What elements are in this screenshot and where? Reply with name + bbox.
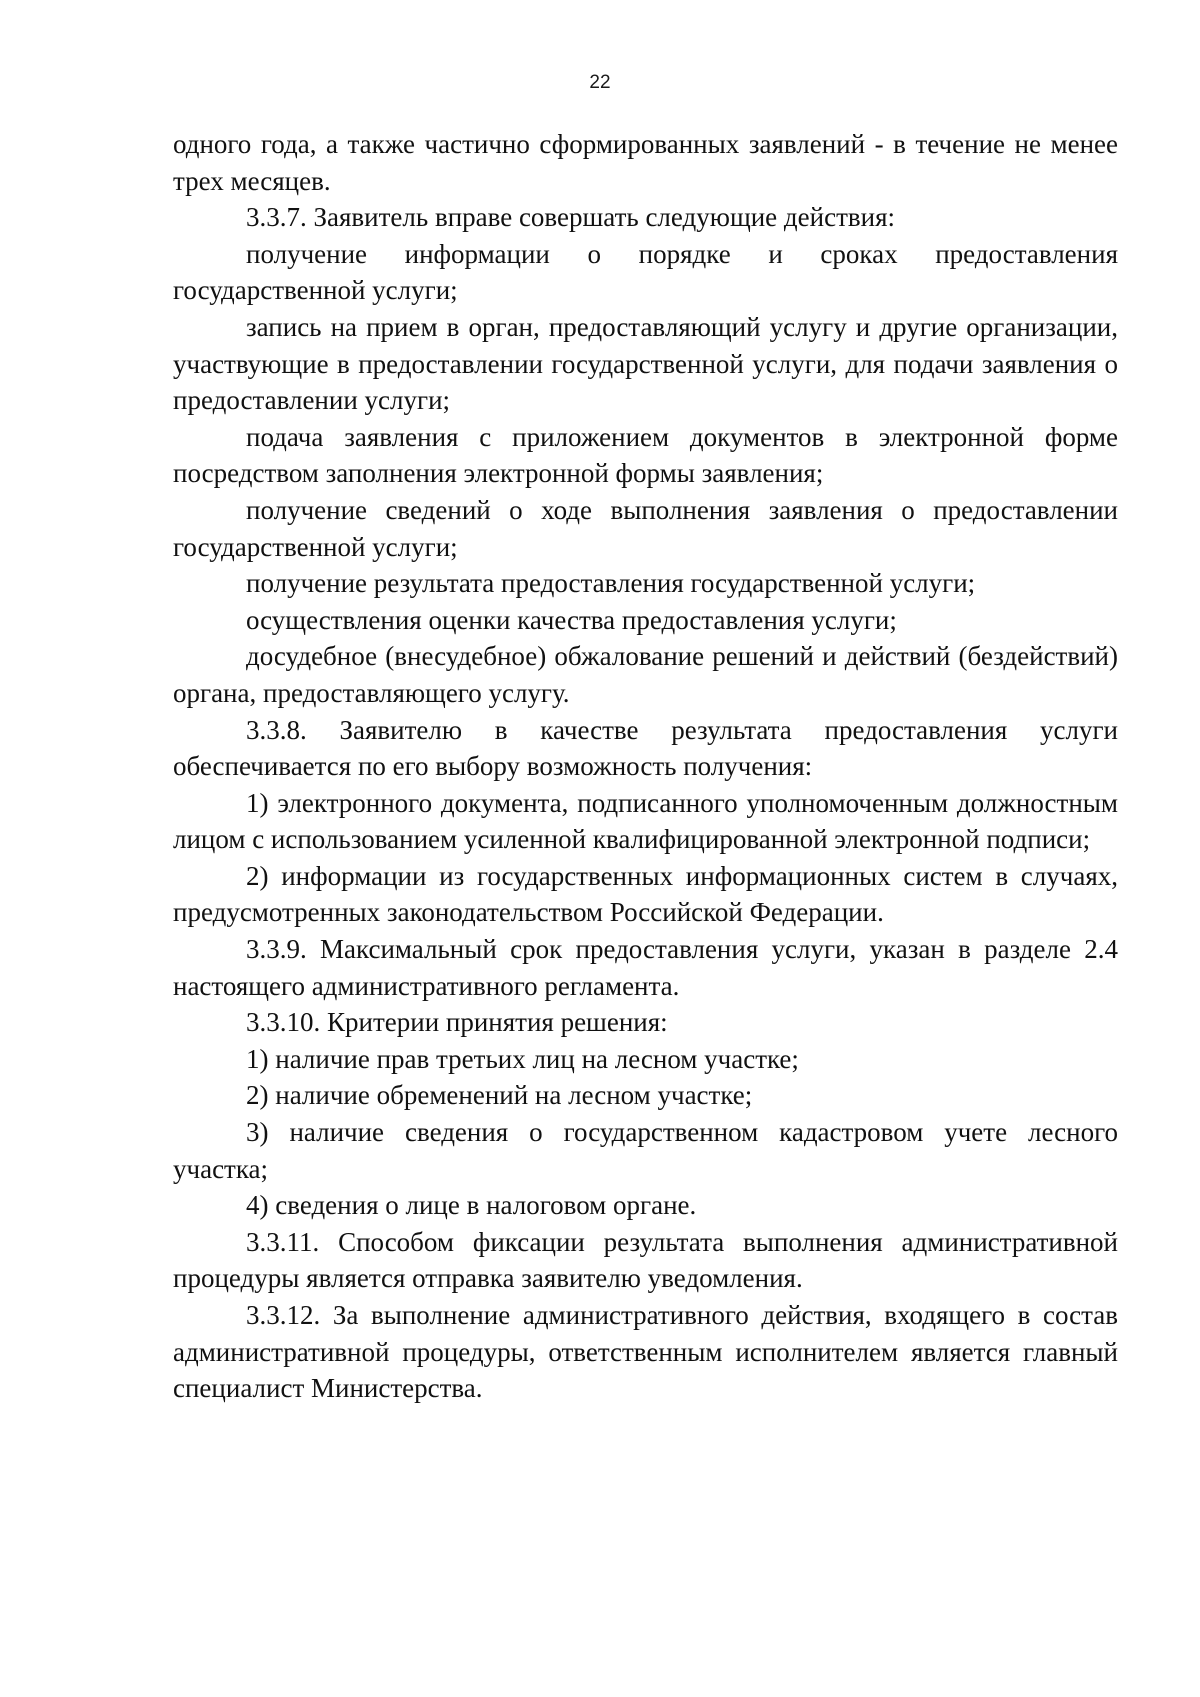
paragraph-3-3-12: 3.3.12. За выполнение административного действия, входящего в состав административной процедуры, ответственным исполнителем является главный специалист Министерства. bbox=[173, 1300, 1118, 1404]
list-item-appeal: досудебное (внесудебное) обжалование решений и действий (бездействий) органа, предоставляющего услугу. bbox=[173, 641, 1118, 708]
criteria-item-3: 3) наличие сведения о государственном кадастровом учете лесного участка; bbox=[173, 1117, 1118, 1184]
list-item-submission: подача заявления с приложением документов в электронной форме посредством заполнения электронной формы заявления; bbox=[173, 421, 1118, 489]
list-item-quality: осуществления оценки качества предоставления услуги; bbox=[246, 604, 897, 635]
list-item-state-info: 2) информации из государственных информационных систем в случаях, предусмотренных законодательством Российской Федерации. bbox=[173, 860, 1118, 928]
paragraph-3-3-11: 3.3.11. Способом фиксации результата выполнения административной процедуры является отправка заявителю уведомления. bbox=[173, 1226, 1118, 1294]
document-body bbox=[173, 126, 1118, 1407]
criteria-item-1: 1) наличие прав третьих лиц на лесном участке; bbox=[246, 1043, 799, 1074]
list-item-result: получение результата предоставления государственной услуги; bbox=[246, 568, 976, 599]
paragraph-3-3-10: 3.3.10. Критерии принятия решения: bbox=[246, 1007, 668, 1038]
criteria-item-2: 2) наличие обременений на лесном участке; bbox=[246, 1080, 753, 1111]
list-item-status: получение сведений о ходе выполнения заявления о предоставлении государственной услуги; bbox=[173, 494, 1118, 562]
list-item-electronic-document: 1) электронного документа, подписанного уполномоченным должностным лицом с использованием усиленной квалифицированной электронной подписи; bbox=[173, 787, 1118, 855]
paragraph-3-3-9: 3.3.9. Максимальный срок предоставления услуги, указан в разделе 2.4 настоящего административного регламента. bbox=[173, 934, 1118, 1001]
paragraph-3-3-7: 3.3.7. Заявитель вправе совершать следующие действия: bbox=[246, 202, 895, 233]
criteria-item-4: 4) сведения о лице в налоговом органе. bbox=[246, 1190, 697, 1221]
paragraph-3-3-8: 3.3.8. Заявителю в качестве результата предоставления услуги обеспечивается по его выбору возможность получения: bbox=[173, 714, 1118, 782]
list-item-appointment: запись на прием в орган, предоставляющий услугу и другие организации, участвующие в предоставлении государственной услуги, для подачи заявления о предоставлении услуги; bbox=[173, 311, 1118, 416]
page-number: 22 bbox=[589, 72, 611, 93]
paragraph-continuation: одного года, а также частично сформированных заявлений - в течение не менее трех месяцев. bbox=[173, 129, 1118, 196]
list-item-info: получение информации о порядке и сроках предоставления государственной услуги; bbox=[173, 238, 1118, 306]
